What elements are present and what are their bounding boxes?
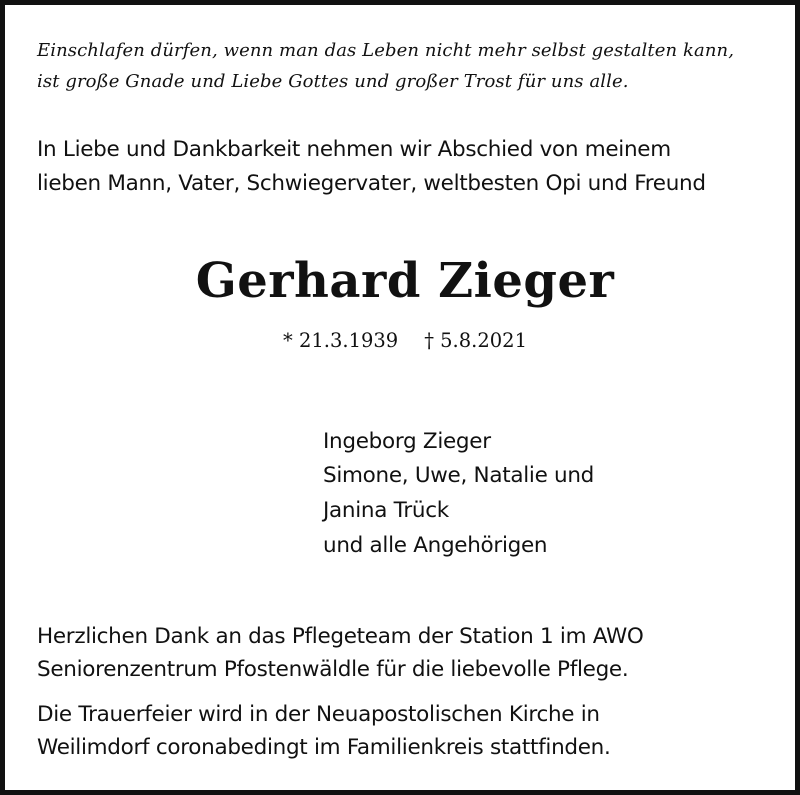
deceased-name: Gerhard Zieger	[195, 253, 615, 309]
mourner-line: Ingeborg Zieger	[323, 429, 491, 454]
quote-line-2: ist große Gnade und Liebe Gottes und großer Trost für uns alle.	[37, 71, 629, 92]
thanks-line-2: Seniorenzentrum Pfostenwäldle für die liebevolle Pflege.	[37, 657, 629, 682]
death-date: † 5.8.2021	[424, 329, 527, 352]
intro-line-1: In Liebe und Dankbarkeit nehmen wir Abschied von meinem	[37, 137, 671, 162]
birth-date: * 21.3.1939	[283, 329, 399, 352]
funeral-line-1: Die Trauerfeier wird in der Neuapostolischen Kirche in	[37, 702, 600, 727]
life-dates	[5, 329, 800, 352]
mourner-line: Janina Trück	[323, 498, 449, 523]
thanks-line-1: Herzlichen Dank an das Pflegeteam der Station 1 im AWO	[37, 624, 644, 649]
mourner-line: Simone, Uwe, Natalie und	[323, 463, 595, 488]
funeral-line-2: Weilimdorf coronabedingt im Familienkreis stattfinden.	[37, 735, 611, 760]
mourner-line: und alle Angehörigen	[323, 533, 548, 558]
quote-line-1: Einschlafen dürfen, wenn man das Leben nicht mehr selbst gestalten kann,	[37, 40, 735, 61]
intro-line-2: lieben Mann, Vater, Schwiegervater, weltbesten Opi und Freund	[37, 171, 706, 196]
